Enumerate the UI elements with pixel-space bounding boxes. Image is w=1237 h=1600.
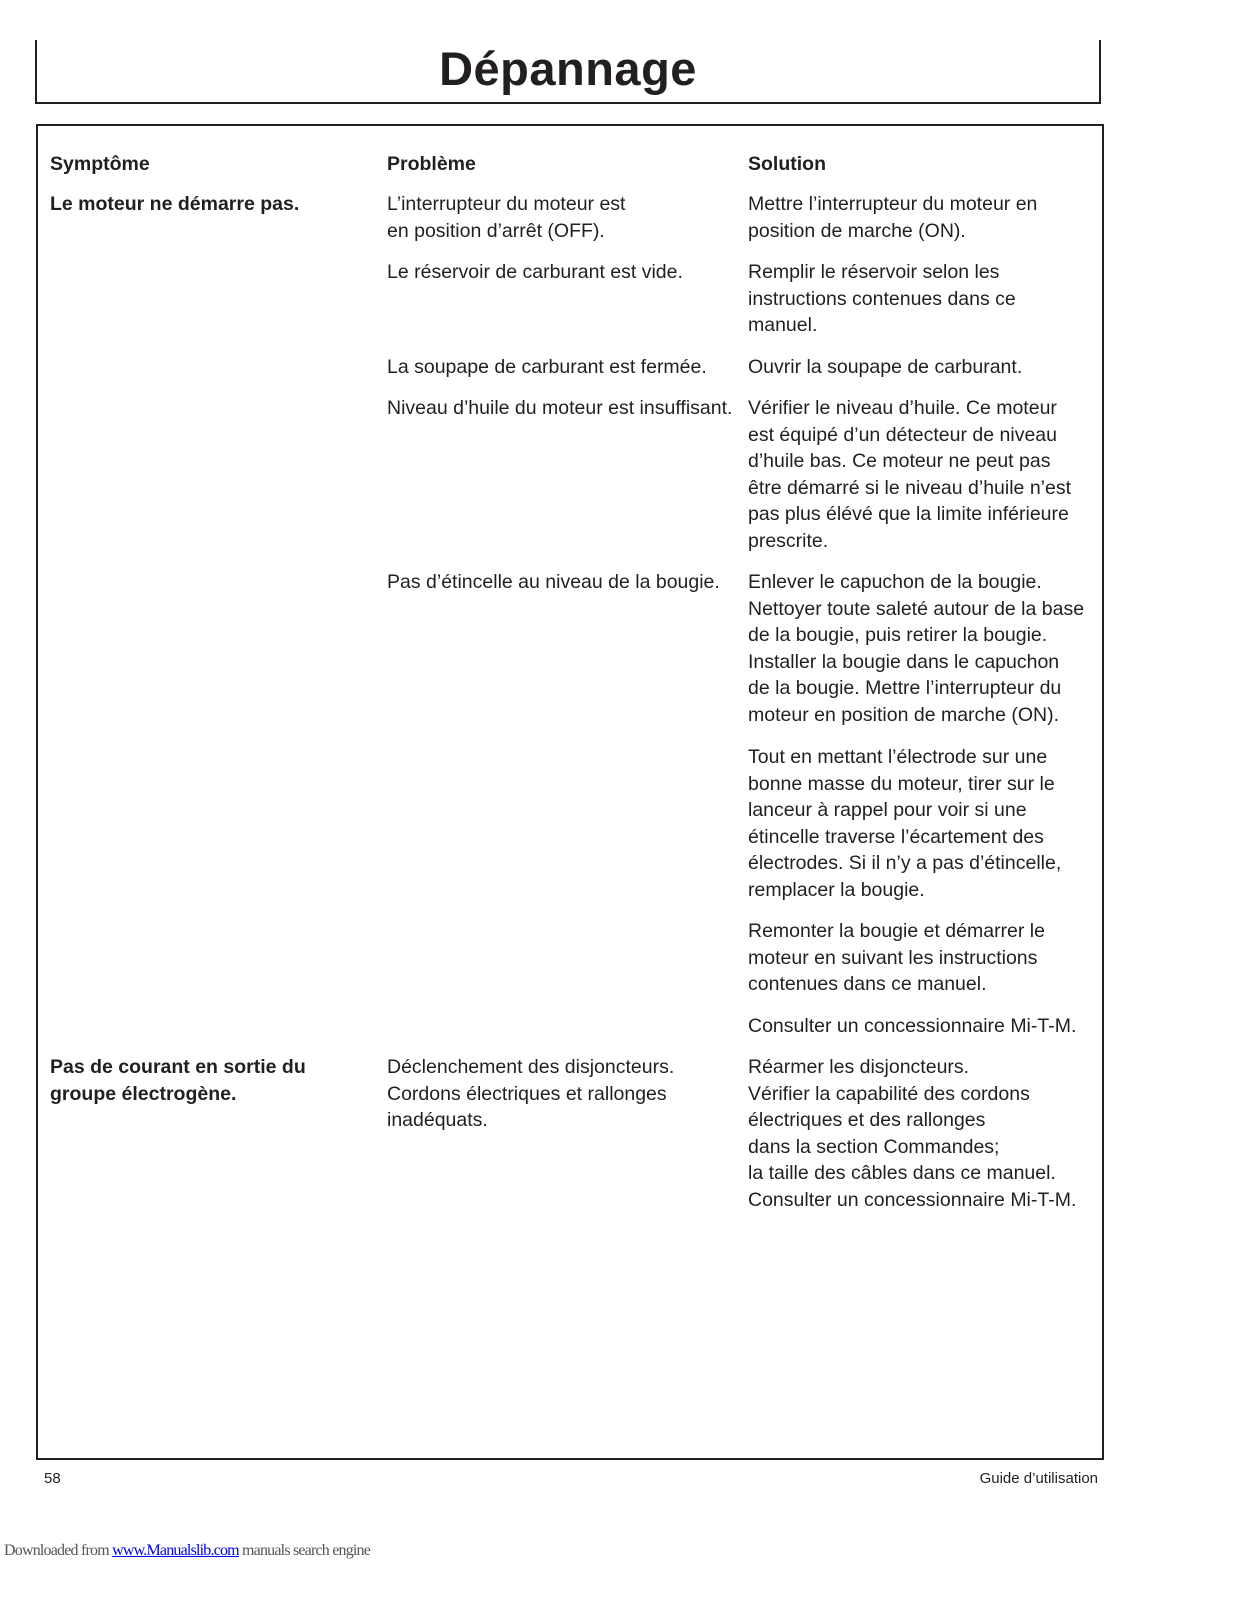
download-note [4, 1541, 370, 1561]
symptom-cell: Pas de courant en sortie du groupe électrogène. [50, 1056, 306, 1105]
problem-cell: Déclenchement des disjoncteurs. Cordons électriques et rallonges inadéquats. [387, 1056, 675, 1132]
solution-cell: Vérifier le niveau d’huile. Ce moteur est équipé d’un détecteur de niveau d’huile bas. Ce moteur ne peut pas être démarré si le niveau d’huile n’est pas plus élévé que la limite inférieure prescrite. [748, 397, 1072, 552]
symptom-cell: Le moteur ne démarre pas. [50, 193, 300, 215]
solution-cell: Ouvrir la soupape de carburant. [748, 356, 1023, 378]
column-header-problem: Problème [387, 153, 476, 175]
page-title: Dépannage [439, 42, 697, 95]
manualslib-link[interactable]: www.Manualslib.com [112, 1542, 239, 1559]
solution-cell: Enlever le capuchon de la bougie. Nettoyer toute saleté autour de la base de la bougie, puis retirer la bougie. Installer la bougie dans le capuchon de la bougie. Mettre l’interrupteur du moteur en position de marche (ON). [748, 571, 1085, 726]
problem-cell: Niveau d’huile du moteur est insuffisant. [387, 397, 733, 419]
solution-cell: Mettre l’interrupteur du moteur en position de marche (ON). [748, 193, 1038, 242]
download-note-prefix: Downloaded from [4, 1542, 113, 1559]
solution-cell: Remplir le réservoir selon les instructions contenues dans ce manuel. [748, 261, 1016, 337]
page-number: 58 [44, 1470, 61, 1487]
column-header-solution: Solution [748, 153, 826, 175]
problem-cell: La soupape de carburant est fermée. [387, 356, 707, 378]
solution-cell: Remonter la bougie et démarrer le moteur en suivant les instructions contenues dans ce manuel. [748, 920, 1045, 996]
solution-cell: Réarmer les disjoncteurs. Vérifier la capabilité des cordons électriques et des rallonges dans la section Commandes; la taille des câbles dans ce manuel. Consulter un concessionnaire Mi-T-M. [748, 1056, 1077, 1211]
document-name: Guide d’utilisation [979, 1470, 1098, 1487]
solution-cell: Consulter un concessionnaire Mi-T-M. [748, 1015, 1077, 1037]
title-box [35, 40, 1101, 104]
problem-cell: Pas d’étincelle au niveau de la bougie. [387, 571, 720, 593]
solution-cell: Tout en mettant l’électrode sur une bonne masse du moteur, tirer sur le lanceur à rappel pour voir si une étincelle traverse l’écartement des électrodes. Si il n’y a pas d’étincelle, remplacer la bougie. [748, 746, 1062, 901]
download-note-suffix: manuals search engine [238, 1542, 371, 1559]
column-header-symptom: Symptôme [50, 153, 150, 175]
problem-cell: L’interrupteur du moteur est en position d’arrêt (OFF). [387, 193, 626, 242]
problem-cell: Le réservoir de carburant est vide. [387, 261, 683, 283]
